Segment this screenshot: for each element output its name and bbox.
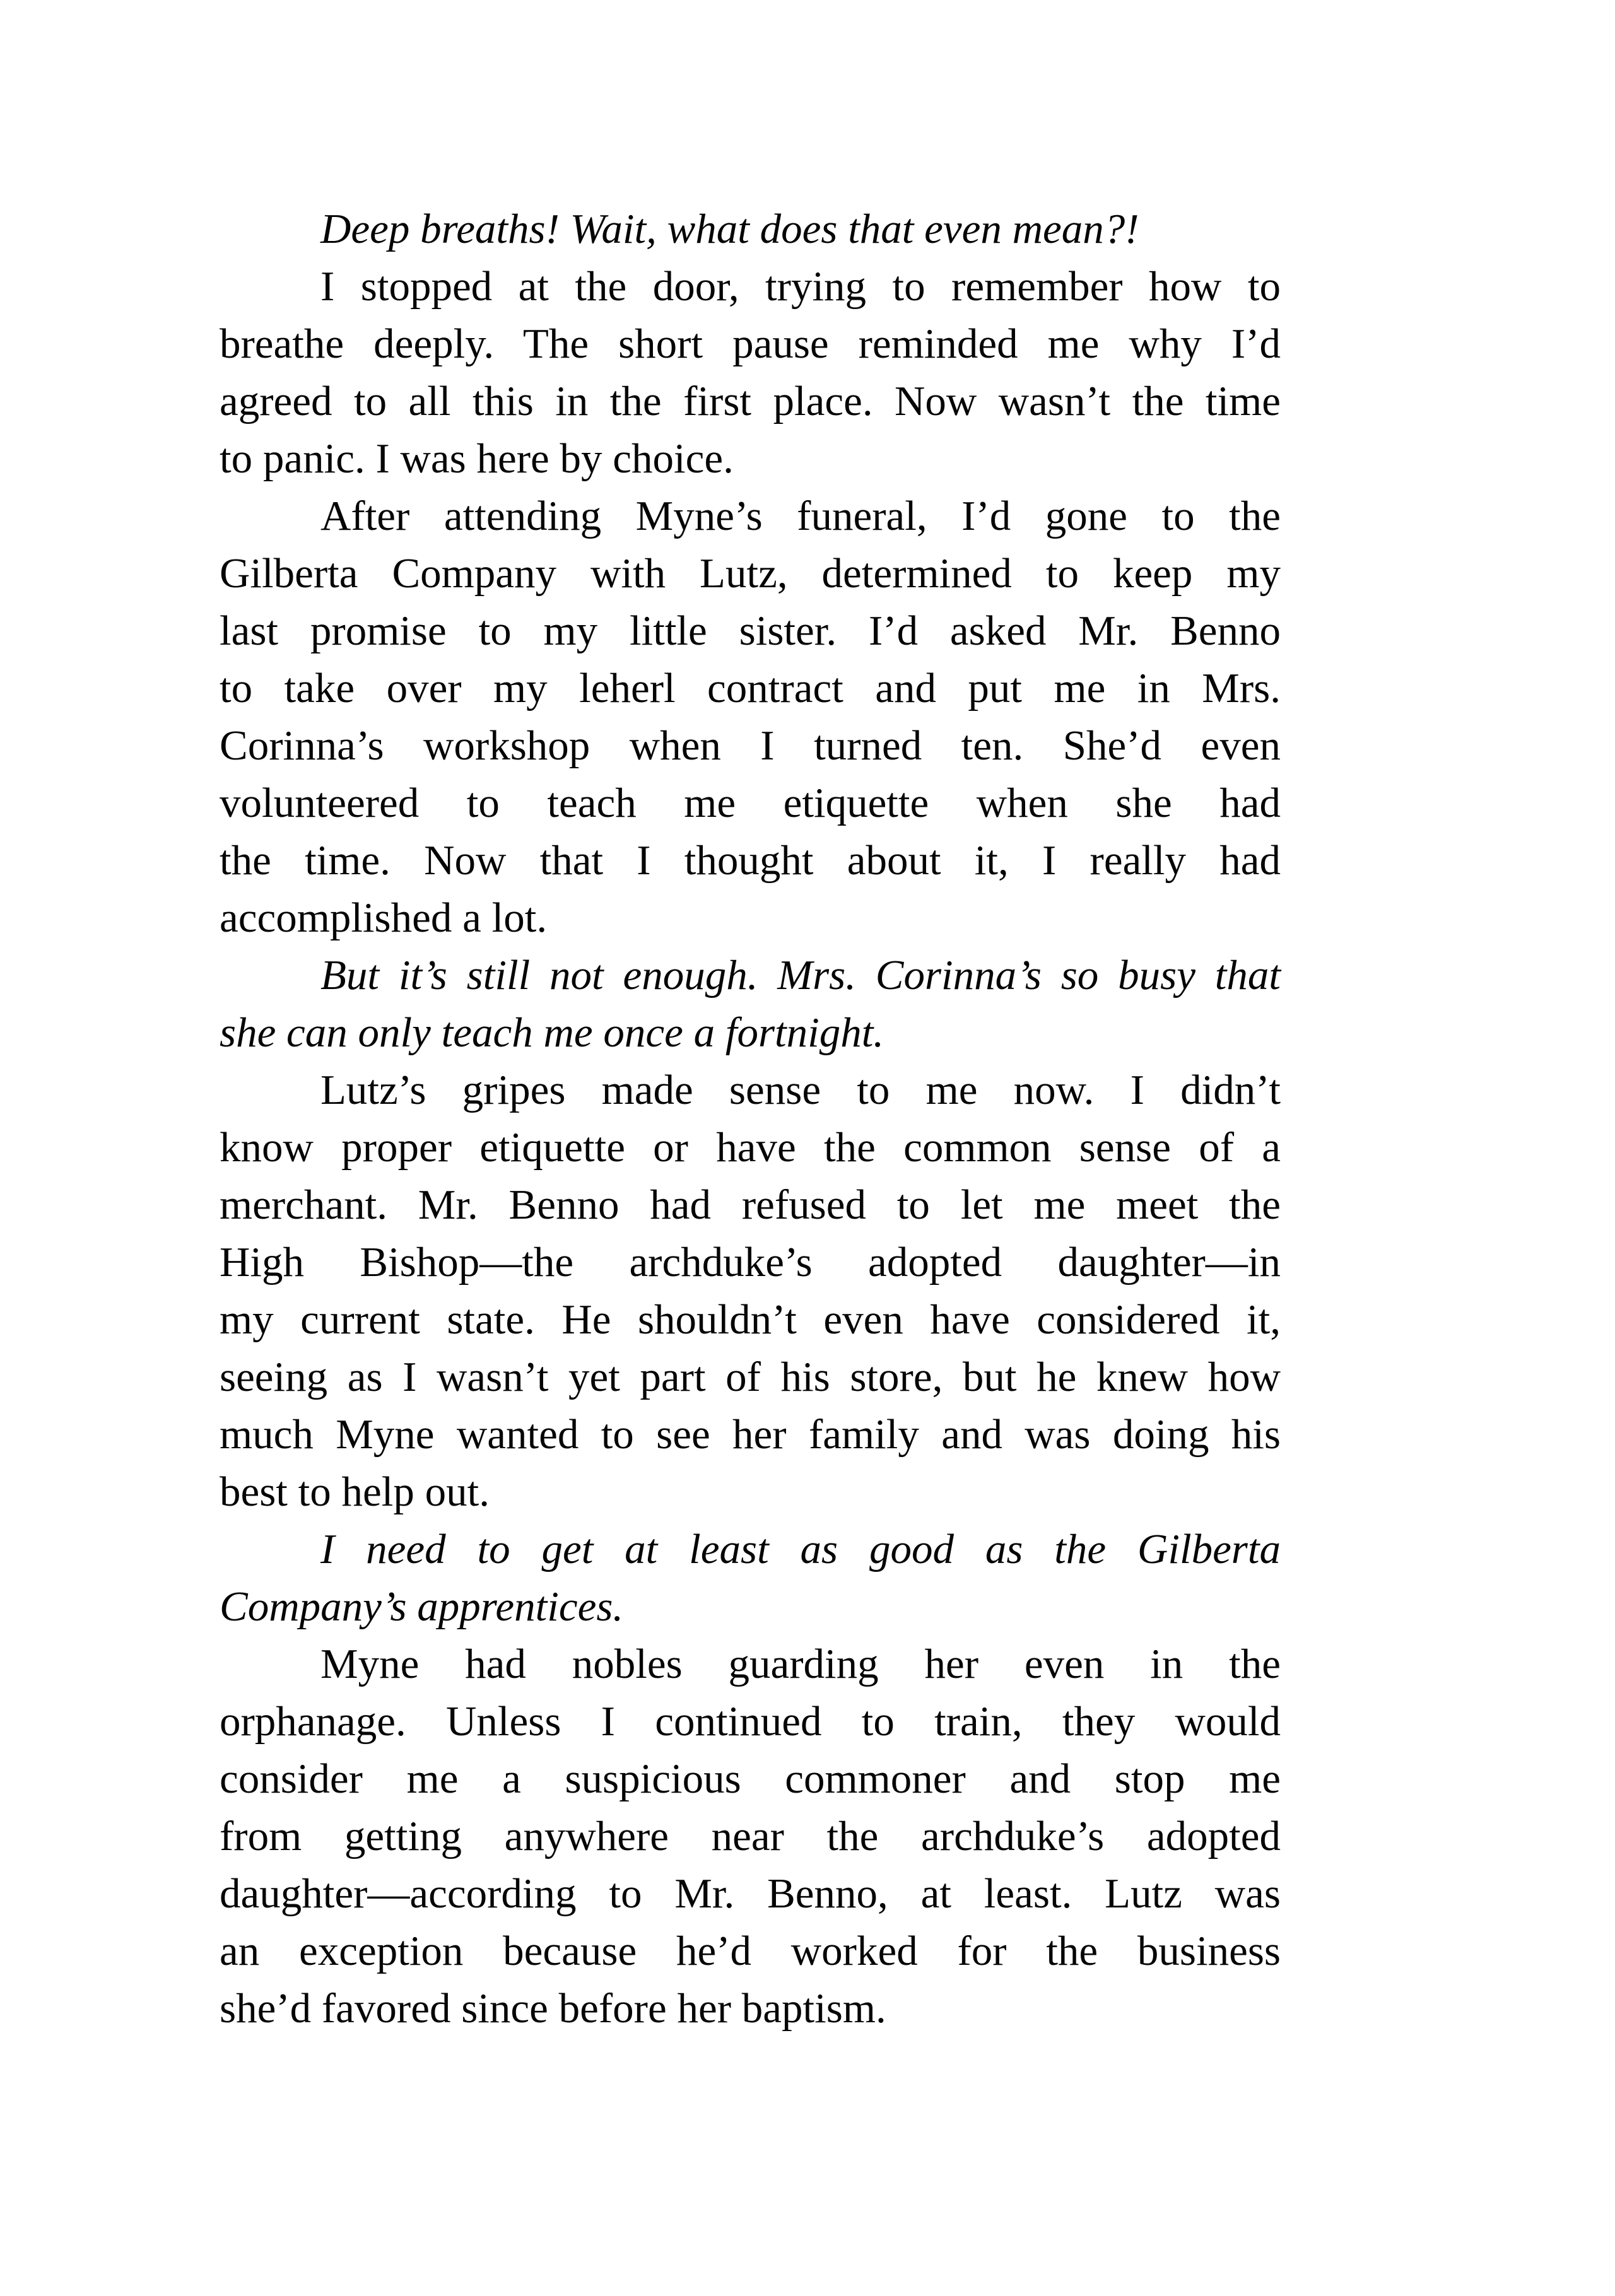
text-line: After attending Myne’s funeral, I’d gone to the bbox=[320, 493, 1281, 539]
text-line: Lutz’s gripes made sense to me now. I didn’t bbox=[320, 1067, 1281, 1113]
text-line: from getting anywhere near the archduke’s adopted bbox=[220, 1813, 1281, 1860]
text-line: seeing as I wasn’t yet part of his store, but he knew how bbox=[220, 1354, 1281, 1400]
text-line: Gilberta Company with Lutz, determined to keep my bbox=[220, 550, 1281, 597]
paragraph bbox=[220, 201, 1281, 258]
text-line: my current state. He shouldn’t even have considered it, bbox=[220, 1296, 1281, 1343]
text-line: Company’s apprentices. bbox=[220, 1583, 624, 1630]
text-line: orphanage. Unless I continued to train, they would bbox=[220, 1698, 1281, 1745]
text-line: Myne had nobles guarding her even in the bbox=[320, 1641, 1281, 1687]
text-line: I stopped at the door, trying to remember how to bbox=[320, 263, 1281, 310]
paragraph bbox=[220, 947, 1281, 1062]
text-line: last promise to my little sister. I’d asked Mr. Benno bbox=[220, 607, 1281, 654]
text-line: consider me a suspicious commoner and stop me bbox=[220, 1755, 1281, 1802]
text-line: merchant. Mr. Benno had refused to let me meet the bbox=[220, 1181, 1281, 1228]
page-text bbox=[220, 201, 1281, 2037]
text-line: breathe deeply. The short pause reminded me why I’d bbox=[220, 320, 1281, 367]
paragraph bbox=[220, 1062, 1281, 1521]
text-line: she’d favored since before her baptism. bbox=[220, 1985, 886, 2032]
paragraph bbox=[220, 1636, 1281, 2037]
text-line: best to help out. bbox=[220, 1468, 490, 1515]
text-line: Deep breaths! Wait, what does that even mean?! bbox=[320, 206, 1139, 252]
paragraph bbox=[220, 258, 1281, 488]
text-line: Corinna’s workshop when I turned ten. She’d even bbox=[220, 722, 1281, 769]
text-line: I need to get at least as good as the Gilberta bbox=[320, 1526, 1281, 1573]
text-line: the time. Now that I thought about it, I really had bbox=[220, 837, 1281, 884]
text-line: to take over my leherl contract and put me in Mrs. bbox=[220, 665, 1281, 712]
text-line: High Bishop—the archduke’s adopted daughter—in bbox=[220, 1239, 1281, 1286]
text-line: volunteered to teach me etiquette when she had bbox=[220, 780, 1281, 826]
text-line: an exception because he’d worked for the business bbox=[220, 1928, 1281, 1974]
text-line: much Myne wanted to see her family and was doing his bbox=[220, 1411, 1281, 1458]
text-line: to panic. I was here by choice. bbox=[220, 435, 734, 482]
paragraph bbox=[220, 1521, 1281, 1636]
text-line: agreed to all this in the first place. Now wasn’t the time bbox=[220, 378, 1281, 425]
text-line: accomplished a lot. bbox=[220, 894, 548, 941]
paragraph bbox=[220, 488, 1281, 947]
text-line: daughter—according to Mr. Benno, at least. Lutz was bbox=[220, 1870, 1281, 1917]
text-line: know proper etiquette or have the common sense of a bbox=[220, 1124, 1281, 1171]
text-line: she can only teach me once a fortnight. bbox=[220, 1009, 884, 1056]
text-line: But it’s still not enough. Mrs. Corinna’s so busy that bbox=[320, 952, 1281, 999]
